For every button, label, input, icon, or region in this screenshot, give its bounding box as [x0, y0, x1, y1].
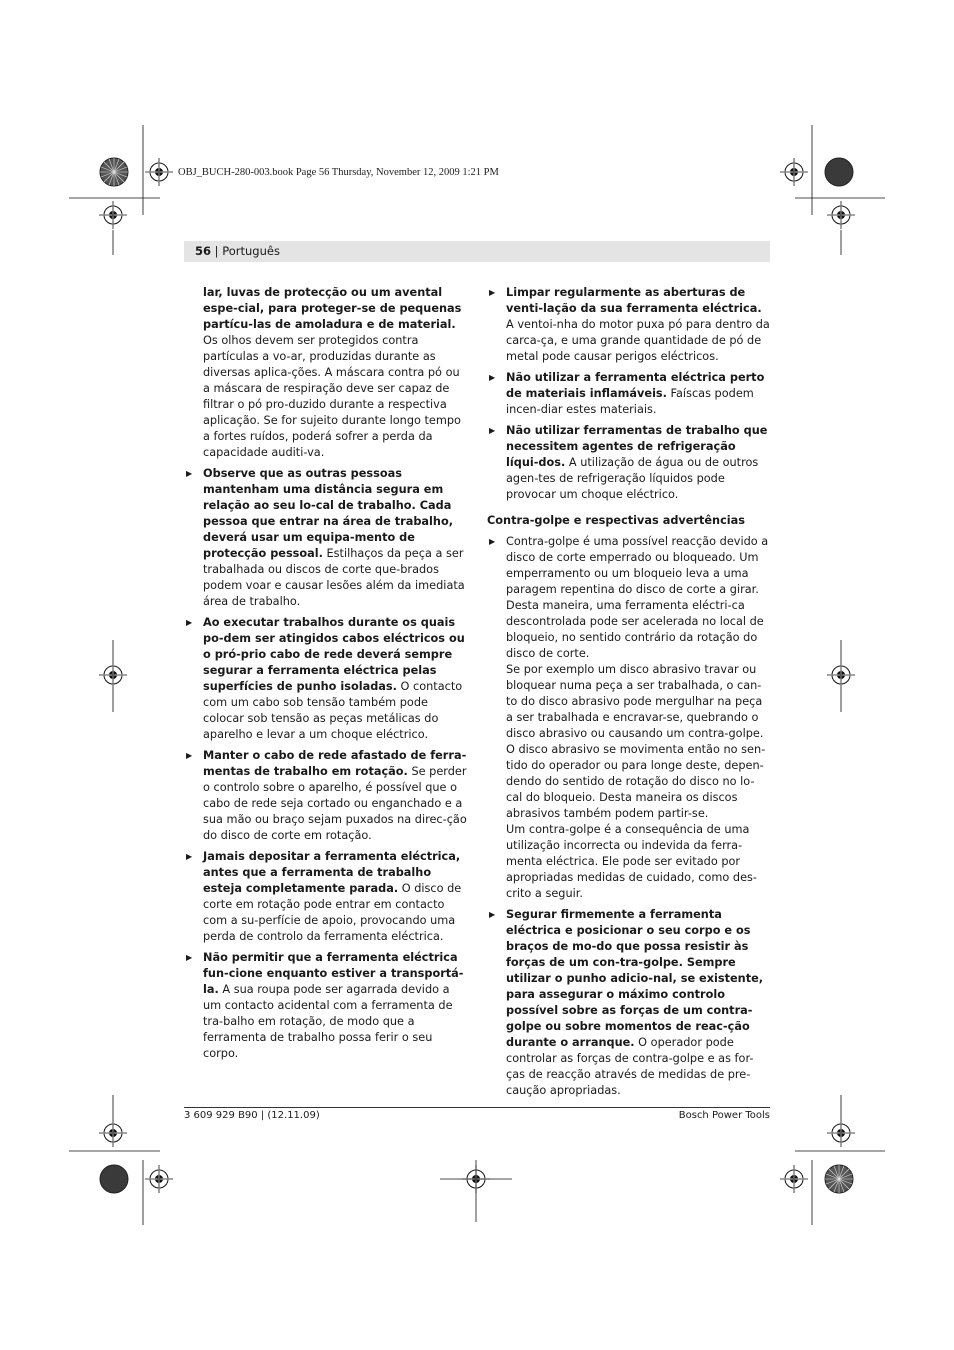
right-column [487, 285, 770, 1104]
bullet-arrow-icon: ▶ [186, 469, 193, 478]
kickback-p3: Um contra-golpe é a consequência de uma utilização incorrecta ou indevida da ferra-menta eléctrica. Ele pode ser evitado por apropriadas medidas de cuidado, como des-crito a seguir. [506, 823, 757, 900]
kickback-p1: Contra-golpe é uma possível reacção devido a disco de corte emperrado ou bloqueado. Um emperramento ou um bloqueio leva a uma paragem repentina do disco de corte a girar. Desta maneira, uma ferramenta eléctri-ca descontrolada pode ser acelerada no local de bloqueio, no sentido contrário da rotação do disco de corte. [506, 535, 769, 660]
bullet-arrow-icon: ▶ [489, 910, 496, 919]
footer-brand: Bosch Power Tools [678, 1110, 770, 1121]
list-item: ▶ Não utilizar a ferramenta eléctrica perto de materiais inflamáveis. Faíscas podem incen-diar estes materiais. [489, 371, 765, 416]
page-header [195, 244, 280, 258]
list-item: ▶ Não utilizar ferramentas de trabalho que necessitem agentes de refrigeração líqui-dos. A utilização de água ou de outros agen-tes de refrigeração líquidos pode provocar um choque eléctrico. [489, 424, 768, 501]
footer-rule [184, 1107, 770, 1108]
kickback-p2: Se por exemplo um disco abrasivo travar ou bloquear numa peça a ser trabalhada, o can-to do disco abrasivo pode mergulhar na peça a ser trabalhada e encravar-se, quebrando o disco abrasivo ou causando um contra-golpe. O disco abrasivo se movimenta então no sen-tido do operador ou para longe deste, depen-dendo do sentido de rotação do disco no lo-cal do bloqueio. Desta maneira os discos abrasivos também podem partir-se. [506, 663, 766, 820]
section-heading: Contra-golpe e respectivas advertências [487, 514, 746, 527]
bullet-arrow-icon: ▶ [186, 618, 193, 627]
print-header: OBJ_BUCH-280-003.book Page 56 Thursday, November 12, 2009 1:21 PM [178, 167, 499, 178]
bullet-arrow-icon: ▶ [186, 852, 193, 861]
list-item: ▶ Manter o cabo de rede afastado de ferra-mentas de trabalho em rotação. Se perder o controlo sobre o aparelho, é possível que o cabo de rede seja cortado ou enganchado e a sua mão ou braço sejam puxados na direc-ção do disco de corte em rotação. [186, 749, 467, 842]
bullet-arrow-icon: ▶ [489, 288, 496, 297]
header-language: Português [222, 244, 280, 258]
list-item: ▶ Segurar firmemente a ferramenta eléctrica e posicionar o seu corpo e os braços de mo-do que possa resistir às forças de um con-tra-golpe. Sempre utilizar o punho adicio-nal, se existente, para assegurar o máximo controlo possível sobre as forças de um contra-golpe ou sobre momentos de reac-ção durante o arranque. O operador pode controlar as forças de contra-golpe e as for-ças de reacção através de medidas de pre-caução apropriadas. [489, 908, 764, 1097]
list-item: ▶ Limpar regularmente as aberturas de venti-lação da sua ferramenta eléctrica. A ventoi-nha do motor puxa pó para dentro da carca-ça, e uma grande quantidade de pó de metal pode causar perigos eléctricos. [489, 286, 770, 363]
kickback-paragraph [487, 534, 770, 902]
bullet-arrow-icon: ▶ [186, 751, 193, 760]
continuation-paragraph: lar, luvas de protecção ou um avental espe-cial, para proteger-se de pequenas partícu-las de amoladura e de material. Os olhos devem ser protegidos contra partículas a vo-ar, produzidas durante as diversas aplica-ções. A máscara contra pó ou a máscara de respiração deve ser capaz de filtrar o pó pro-duzido durante a respectiva aplicação. Se for sujeito durante longo tempo a fortes ruídos, poderá sofrer a perda da capacidade auditi-va. [203, 286, 462, 459]
header-separator: | [211, 244, 223, 258]
left-column [184, 285, 467, 1067]
list-item: ▶ Jamais depositar a ferramenta eléctrica, antes que a ferramenta de trabalho esteja completamente parada. O disco de corte em rotação pode entrar em contacto com a su-perfície de apoio, provocando uma perda de controlo da ferramenta eléctrica. [186, 850, 462, 943]
page-header-bar [184, 241, 770, 262]
footer-doc-number: 3 609 929 B90 | (12.11.09) [184, 1110, 320, 1121]
bullet-arrow-icon: ▶ [186, 953, 193, 962]
list-item: ▶ Não permitir que a ferramenta eléctrica fun-cione enquanto estiver a transportá-la. A sua roupa pode ser agarrada devido a um contacto acidental com a ferramenta de tra-balho em rotação, de modo que a ferramenta de trabalho possa ferir o seu corpo. [186, 951, 464, 1060]
bullet-arrow-icon: ▶ [489, 537, 496, 546]
page-number: 56 [195, 244, 212, 258]
list-item: ▶ Ao executar trabalhos durante os quais po-dem ser atingidos cabos eléctricos ou o pró-prio cabo de rede deverá sempre segurar a ferramenta eléctrica pelas superfícies de punho isoladas. O contacto com um cabo sob tensão também pode colocar sob tensão as peças metálicas do aparelho e levar a um choque eléctrico. [186, 616, 465, 741]
bullet-arrow-icon: ▶ [489, 426, 496, 435]
bullet-arrow-icon: ▶ [489, 373, 496, 382]
list-item: ▶ Observe que as outras pessoas mantenham uma distância segura em relação ao seu lo-cal de trabalho. Cada pessoa que entrar na área de trabalho, deverá usar um equipa-mento de protecção pessoal. Estilhaços da peça a ser trabalhada ou discos de corte que-brados podem voar e causar lesões além da imediata área de trabalho. [186, 467, 465, 608]
